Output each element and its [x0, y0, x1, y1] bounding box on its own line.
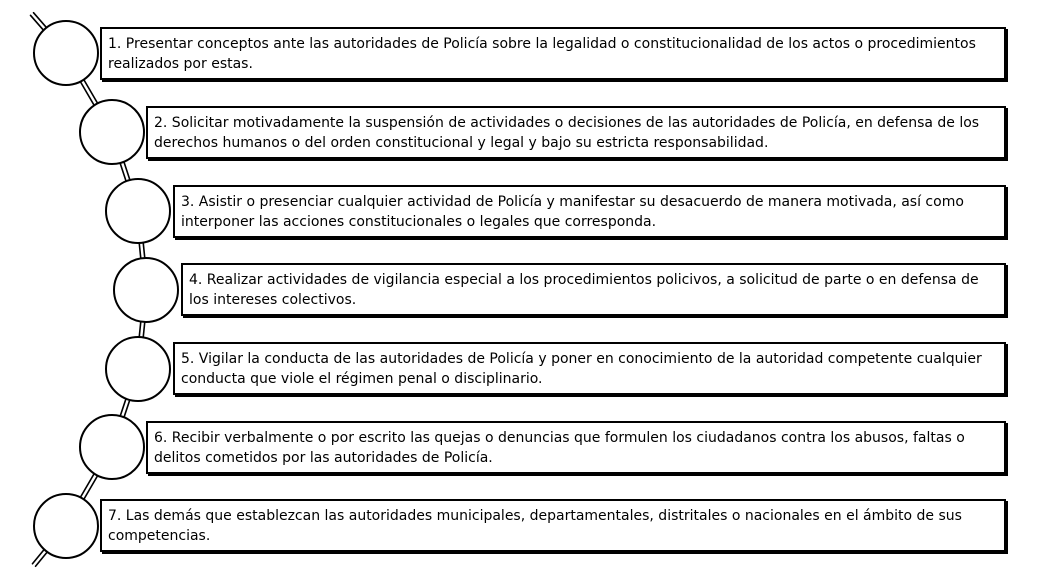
step-box-6 — [146, 421, 1006, 474]
step-box-5 — [173, 342, 1006, 395]
step-box-3 — [173, 185, 1006, 238]
step-text-5: 5. Vigilar la conducta de las autoridades de Policía y poner en conocimiento de la autoridad competente cualquier conducta que viole el régimen penal o disciplinario. — [181, 350, 982, 387]
step-box-4 — [181, 263, 1006, 316]
step-box-7 — [100, 499, 1006, 552]
step-circle-5 — [105, 336, 171, 402]
step-text-2: 2. Solicitar motivadamente la suspensión de actividades o decisiones de las autoridades de Policía, en defensa de los derechos humanos o del orden constitucional y legal y bajo su estricta responsabilidad. — [154, 114, 980, 151]
step-circle-7 — [33, 493, 99, 559]
step-circle-2 — [79, 99, 145, 165]
step-text-4: 4. Realizar actividades de vigilancia especial a los procedimientos policivos, a solicitud de parte o en defensa de los intereses colectivos. — [189, 271, 979, 308]
step-text-6: 6. Recibir verbalmente o por escrito las quejas o denuncias que formulen los ciudadanos contra los abusos, faltas o delitos cometidos por las autoridades de Policía. — [154, 429, 965, 466]
step-circle-3 — [105, 178, 171, 244]
step-circle-1 — [33, 20, 99, 86]
step-box-1 — [100, 27, 1006, 80]
step-circle-4 — [113, 257, 179, 323]
step-circle-6 — [79, 414, 145, 480]
step-text-7: 7. Las demás que establezcan las autoridades municipales, departamentales, distritales o nacionales en el ámbito de sus competencias. — [108, 507, 962, 544]
step-box-2 — [146, 106, 1006, 159]
step-text-1: 1. Presentar conceptos ante las autoridades de Policía sobre la legalidad o constitucionalidad de los actos o procedimientos realizados por estas. — [108, 35, 976, 72]
step-text-3: 3. Asistir o presenciar cualquier actividad de Policía y manifestar su desacuerdo de manera motivada, así como interponer las acciones constitucionales o legales que corresponda. — [181, 193, 964, 230]
